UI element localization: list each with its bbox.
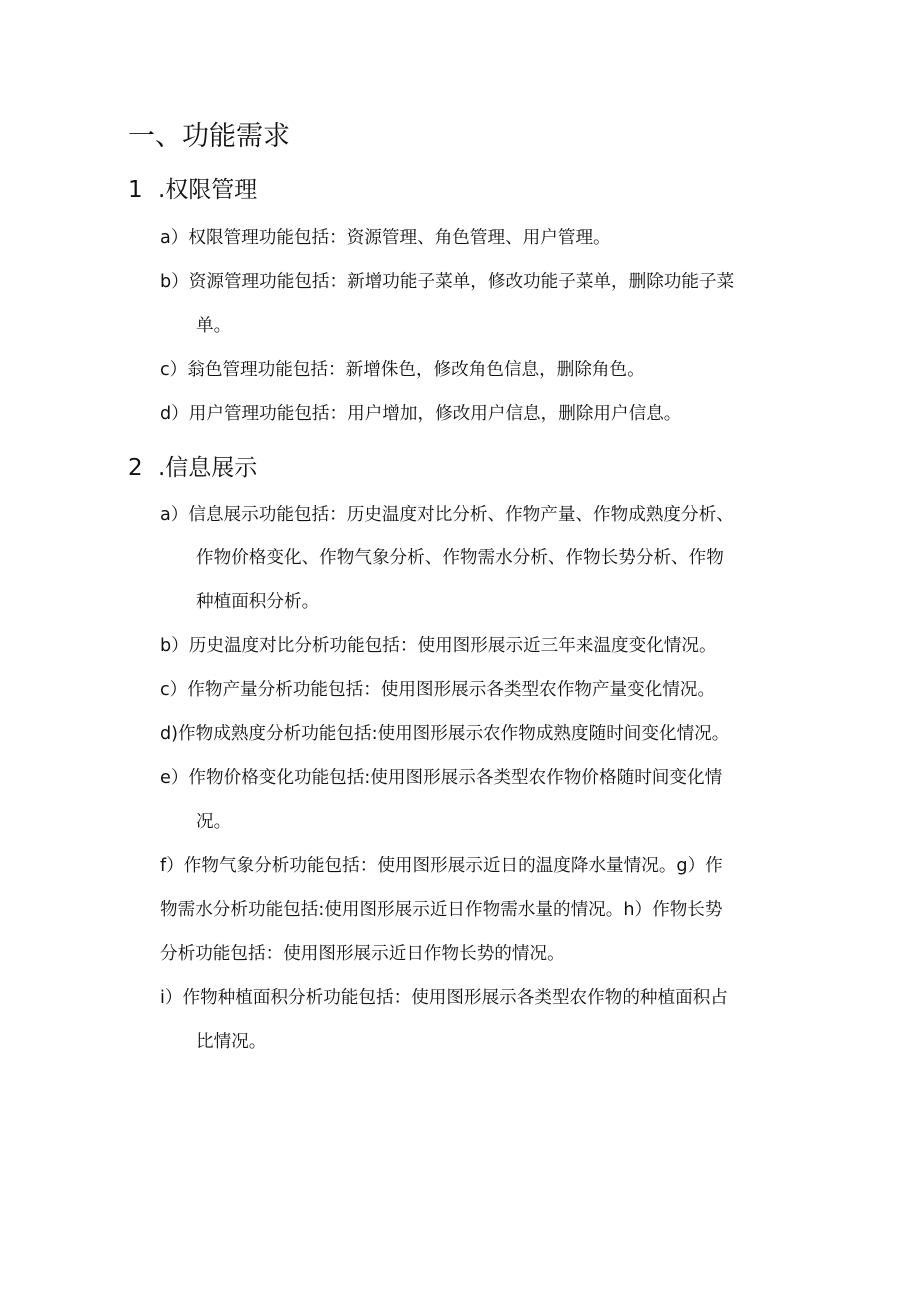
list-item-line: a）信息展示功能包括：历史温度对比分析、作物产量、作物成熟度分析、 xyxy=(160,505,734,525)
list-item-line: 种植面积分析。 xyxy=(196,592,320,612)
list-item-line: c）作物产量分析功能包括：使用图形展示各类型农作物产量变化情况。 xyxy=(160,680,716,700)
list-item-line: 分析功能包括：使用图形展示近日作物长势的情况。 xyxy=(160,944,565,964)
list-item-line: d)作物成熟度分析功能包括:使用图形展示农作物成熟度随时间变化情况。 xyxy=(160,724,730,744)
list-item-line: 物需水分析功能包括:使用图形展示近日作物需水量的情况。h）作物长势 xyxy=(160,900,723,920)
list-item-line: b）历史温度对比分析功能包括：使用图形展示近三年来温度变化情况。 xyxy=(160,636,717,656)
list-item-line: f）作物气象分析功能包括：使用图形展示近日的温度降水量情况。g）作 xyxy=(160,856,723,876)
section-number: 1 xyxy=(128,177,143,203)
list-item-line: 比情况。 xyxy=(196,1032,267,1052)
heading-functional-requirements: 一、功能需求 xyxy=(128,121,290,152)
list-item-line: i）作物种植面积分析功能包括：使用图形展示各类型农作物的种植面积占 xyxy=(160,988,728,1008)
section-heading-info-display xyxy=(128,451,257,485)
section-number: 2 xyxy=(128,455,143,481)
list-item-line: 况。 xyxy=(196,812,232,832)
list-item-line: d）用户管理功能包括：用户增加，修改用户信息，删除用户信息。 xyxy=(160,404,682,424)
list-item-line: c）翁色管理功能包括：新增侏色，修改角色信息，删除角色。 xyxy=(160,360,645,380)
section-title: .信息展示 xyxy=(158,455,258,481)
list-item-line: b）资源管理功能包括：新增功能子菜单，修改功能子菜单，删除功能子菜 xyxy=(160,272,735,292)
list-item-line: 作物价格变化、作物气象分析、作物需水分析、作物长势分析、作物 xyxy=(196,548,724,568)
list-item-line: e）作物价格变化功能包括:使用图形展示各类型农作物价格随时间变化情 xyxy=(160,768,723,788)
section-heading-permission xyxy=(128,173,257,207)
list-item-line: 单。 xyxy=(196,316,232,336)
section-title: .权限管理 xyxy=(158,177,258,203)
list-item-line: a）权限管理功能包括：资源管理、角色管理、用户管理。 xyxy=(160,228,611,248)
